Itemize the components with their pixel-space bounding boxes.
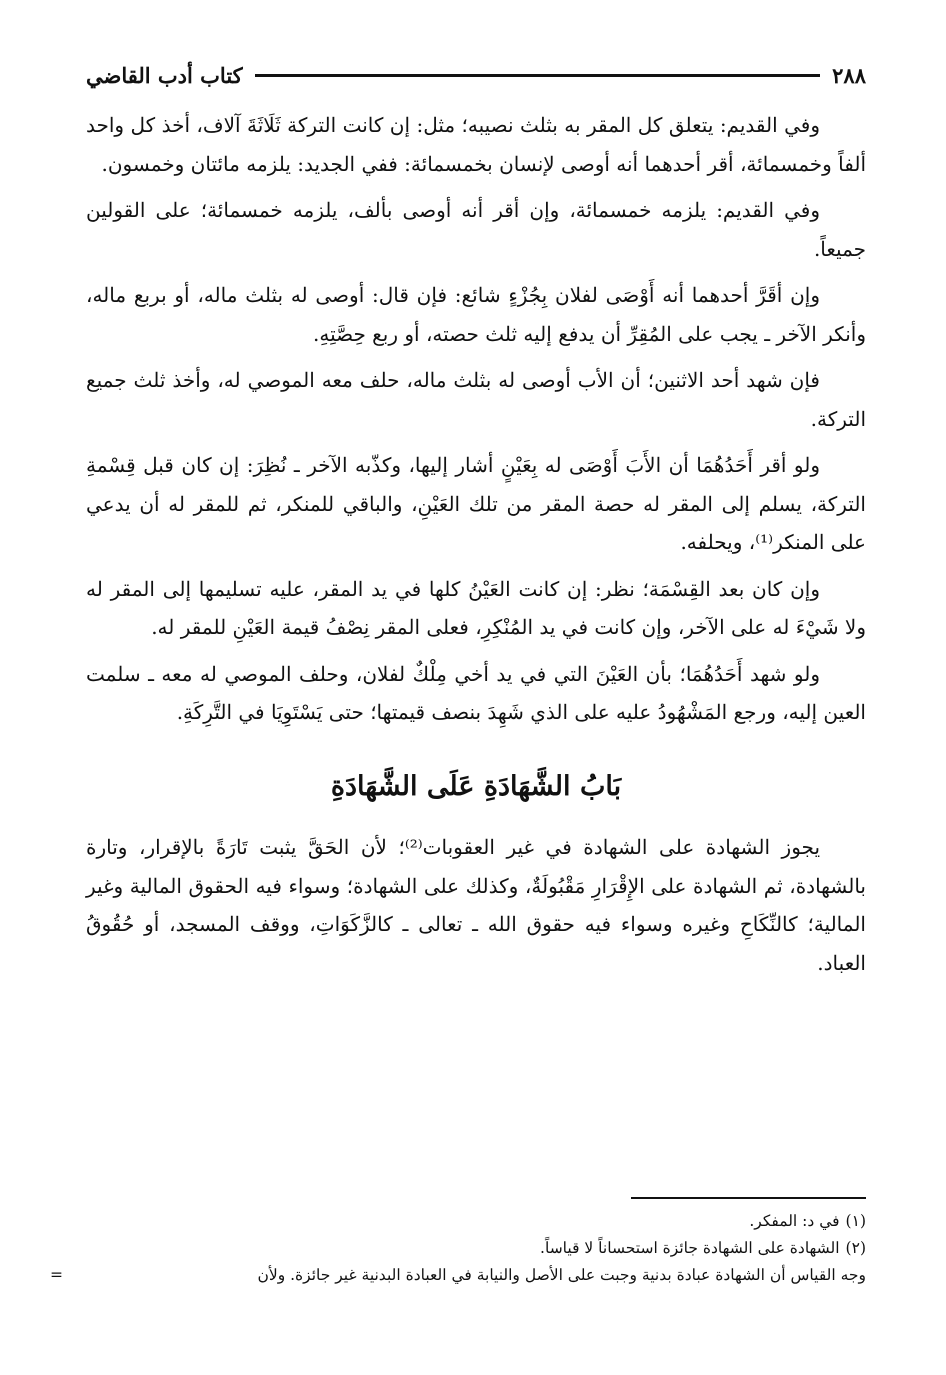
- paragraph: فإن شهد أحد الاثنين؛ أن الأب أوصى له بثلث ماله، حلف معه الموصي له، وأخذ ثلث جميع التركة.: [86, 368, 866, 431]
- footnote-2: [70, 1235, 866, 1262]
- running-title: كتاب أدب القاضي: [86, 62, 243, 88]
- footnote-continuation: [50, 1262, 866, 1289]
- paragraph: وإن كان بعد القِسْمَة؛ نظر: إن كانت العَيْنُ كلها في يد المقر، عليه تسليمها إلى المقر له ولا شَيْءَ له على الآخر، وإن كانت في يد المُنْكِرِ، فعلى المقر نِصْفُ قيمة العَيْنِ للمقر له.: [86, 576, 866, 639]
- page-number: ٢٨٨: [832, 62, 866, 88]
- paragraph: وفي القديم: يتعلق كل المقر به بثلث نصيبه؛ مثل: إن كانت التركة ثَلَاثَةَ آلاف، أخذ كل واحد ألفاً وخمسمائة، أقر أحدهما أنه أوصى لإنسان بخمسمائة: ففي الجديد: يلزمه مائتان وخمسون.: [86, 113, 866, 176]
- paragraph: ولو أقر أَحَدُهُمَا أن الأَبَ أَوْصَى له بِعَيْنٍ أشار إليها، وكذّبه الآخر ـ نُظِرَ: إن كان قبل قِسْمةِ التركة، يسلم إلى المقر له حصة المقر من تلك العَيْنِ، والباقي للمنكر، ثم للمقر له أن يدعي على المنكر⁽¹⁾، ويحلفه.: [86, 453, 866, 554]
- main-text: [86, 106, 866, 990]
- header-rule: [255, 74, 820, 77]
- footnote-continuation-text: وجه القياس أن الشهادة عبادة بدنية وجبت على الأصل والنيابة في العبادة البدنية غير جائزة. ولأن: [257, 1266, 866, 1284]
- footnote-1: [70, 1208, 866, 1235]
- paragraph: وإن أقَرَّ أحدهما أنه أَوْصَى لفلان بِجُزْءٍ شائع: فإن قال: أوصى له بثلث ماله، أو بربع ماله، وأنكر الآخر ـ يجب على المُقِرِّ أن يدفع إليه ثلث حصته، أو ربع حِصَّتِهِ.: [86, 283, 866, 346]
- chapter-paragraph: يجوز الشهادة على الشهادة في غير العقوبات⁽²⁾؛ لأن الحَقَّ يثبت تَارَةً بالإقرار، وتارة بالشهادة، ثم الشهادة على الإِقْرَارِ مَقْبُولَةٌ، وكذلك على الشهادة؛ وسواء فيه الحقوق المالية وغير المالية؛ كالنِّكَاحِ وغيره وسواء فيه حقوق الله ـ تعالى ـ كالزَّكَوَاتِ، ووقف المسجد، أو حُقُوقُ العباد.: [86, 835, 866, 975]
- footnote-number: (١): [845, 1212, 866, 1230]
- footnote-separator: [631, 1197, 866, 1199]
- footnotes: [50, 1208, 866, 1289]
- chapter-title: بَابُ الشَّهَادَةِ عَلَى الشَّهَادَةِ: [330, 770, 622, 802]
- paragraph: وفي القديم: يلزمه خمسمائة، وإن أقر أنه أوصى بألف، يلزمه خمسمائة؛ على القولين جميعاً.: [86, 198, 866, 261]
- footnote-text: الشهادة على الشهادة جائزة استحساناً لا قياساً.: [540, 1239, 840, 1257]
- footnote-number: (٢): [845, 1239, 866, 1257]
- page-header: [86, 60, 866, 90]
- paragraph: ولو شهد أَحَدُهُمَا؛ بأن العَيْنَ التي في يد أخي مِلْكٌ لفلان، وحلف الموصي له معه ـ سلمت العين إليه، ورجع المَشْهُودُ عليه على الذي شَهِدَ بنصف قيمتها؛ حتى يَسْتَوِيَا في التَّرِكَةِ.: [86, 661, 866, 724]
- continuation-mark: =: [50, 1266, 63, 1284]
- footnote-text: في د: المفكر.: [749, 1212, 840, 1230]
